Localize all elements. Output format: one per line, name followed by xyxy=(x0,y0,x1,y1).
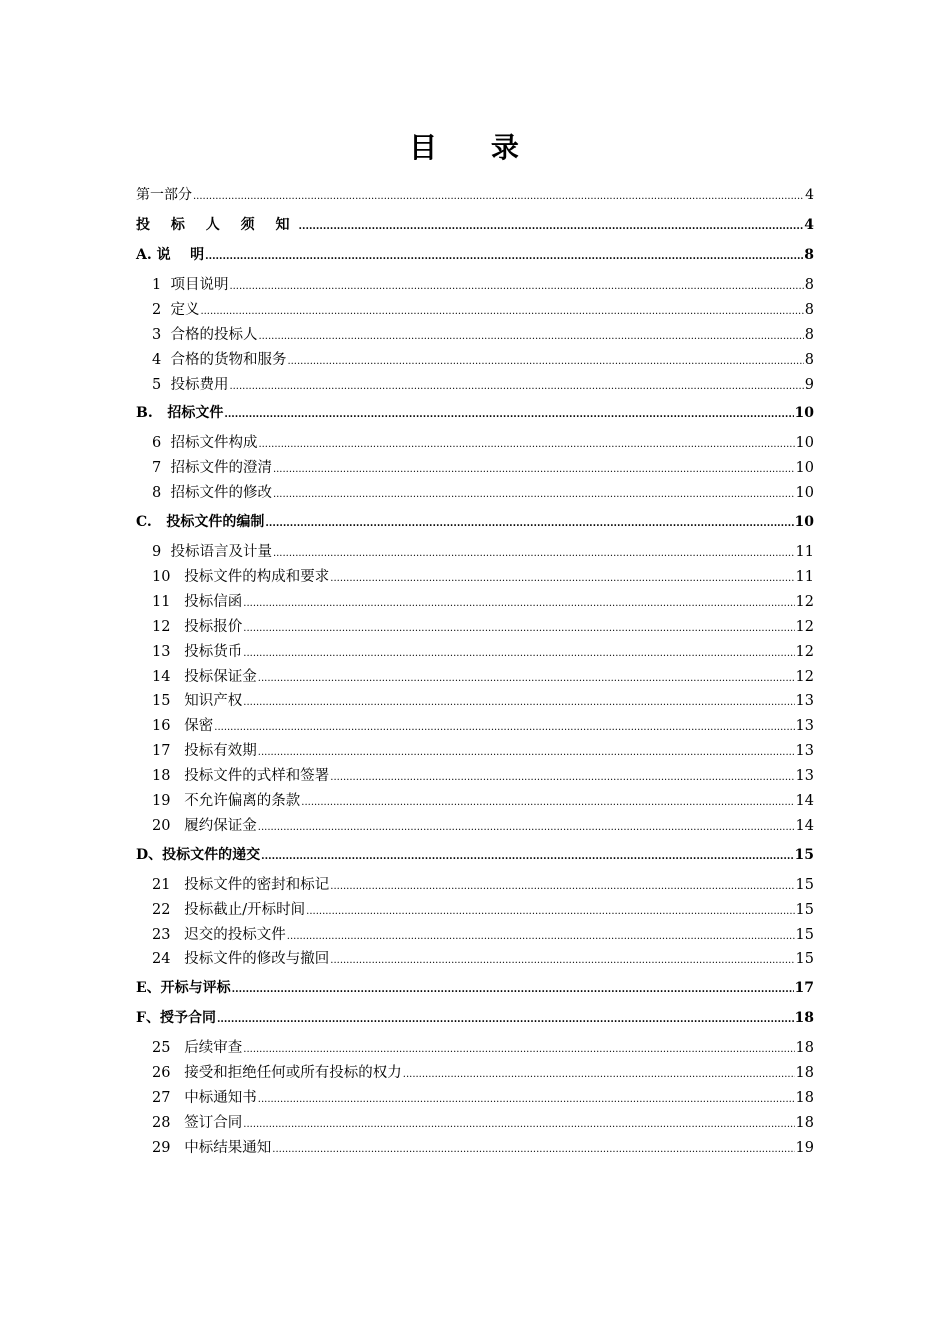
toc-section-a[interactable] xyxy=(136,243,814,268)
toc-item[interactable] xyxy=(136,456,814,481)
table-of-contents xyxy=(136,183,814,1161)
toc-leader xyxy=(243,592,794,617)
toc-leader xyxy=(330,567,794,592)
toc-entry-label: F、授予合同 xyxy=(136,1010,216,1027)
toc-item[interactable] xyxy=(136,689,814,714)
toc-page-number: 11 xyxy=(795,544,814,561)
toc-item-label: 11 投标信函 xyxy=(152,593,243,610)
toc-page-number: 12 xyxy=(795,668,814,685)
toc-item-label: 28 签订合同 xyxy=(152,1115,243,1132)
toc-item[interactable] xyxy=(136,739,814,764)
toc-leader xyxy=(243,1113,794,1138)
toc-item-label: 1 项目说明 xyxy=(152,277,229,293)
toc-leader xyxy=(273,458,795,483)
toc-leader xyxy=(287,925,795,950)
toc-entry-label: E、开标与评标 xyxy=(136,980,231,997)
toc-item-label: 5 投标费用 xyxy=(152,376,229,393)
toc-item-label: 2 定义 xyxy=(152,301,200,318)
toc-page-number: 13 xyxy=(795,743,814,760)
toc-item-label: 25 后续审查 xyxy=(152,1040,243,1057)
toc-leader xyxy=(224,402,793,427)
toc-item[interactable] xyxy=(136,540,814,565)
toc-page-number: 14 xyxy=(795,793,814,810)
toc-page-number: 17 xyxy=(794,980,814,997)
toc-page-number: 18 xyxy=(794,1010,814,1027)
toc-item-label: 21 投标文件的密封和标记 xyxy=(152,876,330,893)
toc-item-label: 17 投标有效期 xyxy=(152,743,257,760)
toc-page-number: 4 xyxy=(805,187,814,203)
toc-entry-bidder-notice[interactable] xyxy=(136,213,814,238)
toc-item-label: 27 中标通知书 xyxy=(152,1090,257,1107)
toc-item[interactable] xyxy=(136,590,814,615)
toc-leader xyxy=(243,1038,794,1063)
toc-leader xyxy=(261,844,793,869)
toc-item-label: 20 履约保证金 xyxy=(152,817,257,834)
toc-item-label: 19 不允许偏离的条款 xyxy=(152,793,301,810)
toc-item-label: 23 迟交的投标文件 xyxy=(152,926,286,943)
toc-page-number: 8 xyxy=(804,326,814,343)
toc-page-number: 10 xyxy=(794,514,814,531)
toc-item-label: 3 合格的投标人 xyxy=(152,326,258,343)
toc-item-label: 14 投标保证金 xyxy=(152,668,257,685)
toc-leader xyxy=(243,642,794,667)
toc-leader xyxy=(243,617,794,642)
toc-page-number: 12 xyxy=(795,618,814,635)
toc-item[interactable] xyxy=(136,298,814,323)
toc-item[interactable] xyxy=(136,898,814,923)
toc-leader xyxy=(258,741,795,766)
toc-page-number: 11 xyxy=(795,569,814,586)
toc-page-number: 18 xyxy=(795,1115,814,1132)
toc-leader xyxy=(273,483,795,508)
toc-item[interactable] xyxy=(136,764,814,789)
toc-item[interactable] xyxy=(136,1111,814,1136)
toc-leader xyxy=(232,977,794,1002)
toc-page-number: 8 xyxy=(804,277,814,293)
toc-leader xyxy=(299,214,804,239)
toc-page-number: 18 xyxy=(795,1065,814,1082)
toc-item[interactable] xyxy=(136,873,814,898)
toc-item-label: 29 中标结果通知 xyxy=(152,1139,272,1156)
toc-page-number: 13 xyxy=(795,718,814,735)
toc-page-number: 15 xyxy=(795,901,814,918)
toc-item[interactable] xyxy=(136,431,814,456)
toc-leader xyxy=(229,275,803,300)
page-title: 目 录 xyxy=(409,131,541,164)
toc-item[interactable] xyxy=(136,789,814,814)
toc-leader xyxy=(258,433,794,458)
toc-leader xyxy=(258,667,795,692)
toc-item[interactable] xyxy=(136,714,814,739)
toc-section-e[interactable] xyxy=(136,976,814,1001)
toc-leader xyxy=(243,691,794,716)
toc-page-number: 19 xyxy=(795,1139,814,1156)
toc-page-number: 15 xyxy=(794,846,814,863)
toc-item-label: 9 投标语言及计量 xyxy=(152,544,272,561)
toc-item[interactable] xyxy=(136,665,814,690)
toc-item-label: 18 投标文件的式样和签署 xyxy=(152,768,330,785)
toc-page-number: 9 xyxy=(804,376,814,393)
toc-item-label: 22 投标截止/开标时间 xyxy=(152,901,306,918)
toc-item-label: 8 招标文件的修改 xyxy=(152,485,272,502)
toc-leader xyxy=(330,949,794,974)
toc-leader xyxy=(193,184,804,209)
toc-item[interactable] xyxy=(136,640,814,665)
toc-leader xyxy=(258,325,803,350)
toc-leader xyxy=(217,1007,794,1032)
toc-section-f[interactable] xyxy=(136,1006,814,1031)
toc-page-number: 12 xyxy=(795,593,814,610)
toc-page-number: 18 xyxy=(795,1090,814,1107)
toc-page-number: 13 xyxy=(795,693,814,710)
toc-leader xyxy=(403,1063,795,1088)
toc-item-label: 7 招标文件的澄清 xyxy=(152,460,272,477)
toc-page-number: 12 xyxy=(795,643,814,660)
toc-entry-label: D、投标文件的递交 xyxy=(136,846,261,863)
toc-page-number: 15 xyxy=(795,951,814,968)
toc-item[interactable] xyxy=(136,481,814,506)
toc-item-label: 13 投标货币 xyxy=(152,643,243,660)
toc-leader xyxy=(265,511,793,536)
toc-section-c[interactable] xyxy=(136,510,814,535)
toc-page-number: 13 xyxy=(795,768,814,785)
toc-page-number: 8 xyxy=(804,301,814,318)
toc-item[interactable] xyxy=(136,1061,814,1086)
toc-item[interactable] xyxy=(136,323,814,348)
toc-entry-part1[interactable] xyxy=(136,183,814,208)
toc-item-label: 16 保密 xyxy=(152,718,214,735)
toc-item-label: 26 接受和拒绝任何或所有投标的权力 xyxy=(152,1065,402,1082)
toc-item-label: 6 招标文件构成 xyxy=(152,435,258,452)
toc-leader xyxy=(330,875,794,900)
toc-entry-label: C. 投标文件的编制 xyxy=(136,514,265,531)
toc-item[interactable] xyxy=(136,1036,814,1061)
toc-leader xyxy=(306,900,794,925)
toc-item[interactable] xyxy=(136,947,814,972)
toc-leader xyxy=(273,542,795,567)
toc-page-number: 8 xyxy=(804,351,814,368)
toc-item[interactable] xyxy=(136,1086,814,1111)
toc-item-label: 12 投标报价 xyxy=(152,618,243,635)
toc-section-b[interactable] xyxy=(136,401,814,426)
toc-leader xyxy=(258,816,795,841)
toc-page-number: 10 xyxy=(795,460,814,477)
toc-page-number: 10 xyxy=(795,435,814,452)
toc-item[interactable] xyxy=(136,565,814,590)
toc-item[interactable] xyxy=(136,373,814,398)
toc-item[interactable] xyxy=(136,615,814,640)
toc-item-label: 15 知识产权 xyxy=(152,693,243,710)
toc-page-number: 14 xyxy=(795,817,814,834)
toc-entry-label: 投 标 人 须 知 xyxy=(136,217,298,233)
toc-leader xyxy=(205,244,803,269)
toc-item[interactable] xyxy=(136,1136,814,1161)
toc-item-label: 4 合格的货物和服务 xyxy=(152,351,287,368)
toc-leader xyxy=(301,791,794,816)
toc-page-number: 15 xyxy=(795,876,814,893)
toc-leader xyxy=(272,1138,794,1163)
toc-leader xyxy=(200,300,803,325)
toc-item[interactable] xyxy=(136,348,814,373)
toc-item[interactable] xyxy=(136,814,814,839)
toc-item-label: 24 投标文件的修改与撤回 xyxy=(152,951,330,968)
toc-leader xyxy=(330,766,794,791)
toc-leader xyxy=(287,350,803,375)
toc-item[interactable] xyxy=(136,923,814,948)
toc-leader xyxy=(214,716,794,741)
toc-entry-label: A. 说 明 xyxy=(136,247,205,263)
toc-page-number: 10 xyxy=(794,405,814,422)
toc-page-number: 8 xyxy=(804,247,814,263)
toc-page-number: 10 xyxy=(795,485,814,502)
toc-page-number: 15 xyxy=(795,926,814,943)
toc-leader xyxy=(258,1088,795,1113)
toc-page-number: 18 xyxy=(795,1040,814,1057)
toc-entry-label: B. 招标文件 xyxy=(136,405,224,422)
toc-item-label: 10 投标文件的构成和要求 xyxy=(152,569,330,586)
toc-entry-label: 第一部分 xyxy=(136,187,192,203)
toc-page-number: 4 xyxy=(804,217,814,233)
toc-leader xyxy=(229,375,803,400)
toc-item[interactable] xyxy=(136,273,814,298)
toc-section-d[interactable] xyxy=(136,843,814,868)
